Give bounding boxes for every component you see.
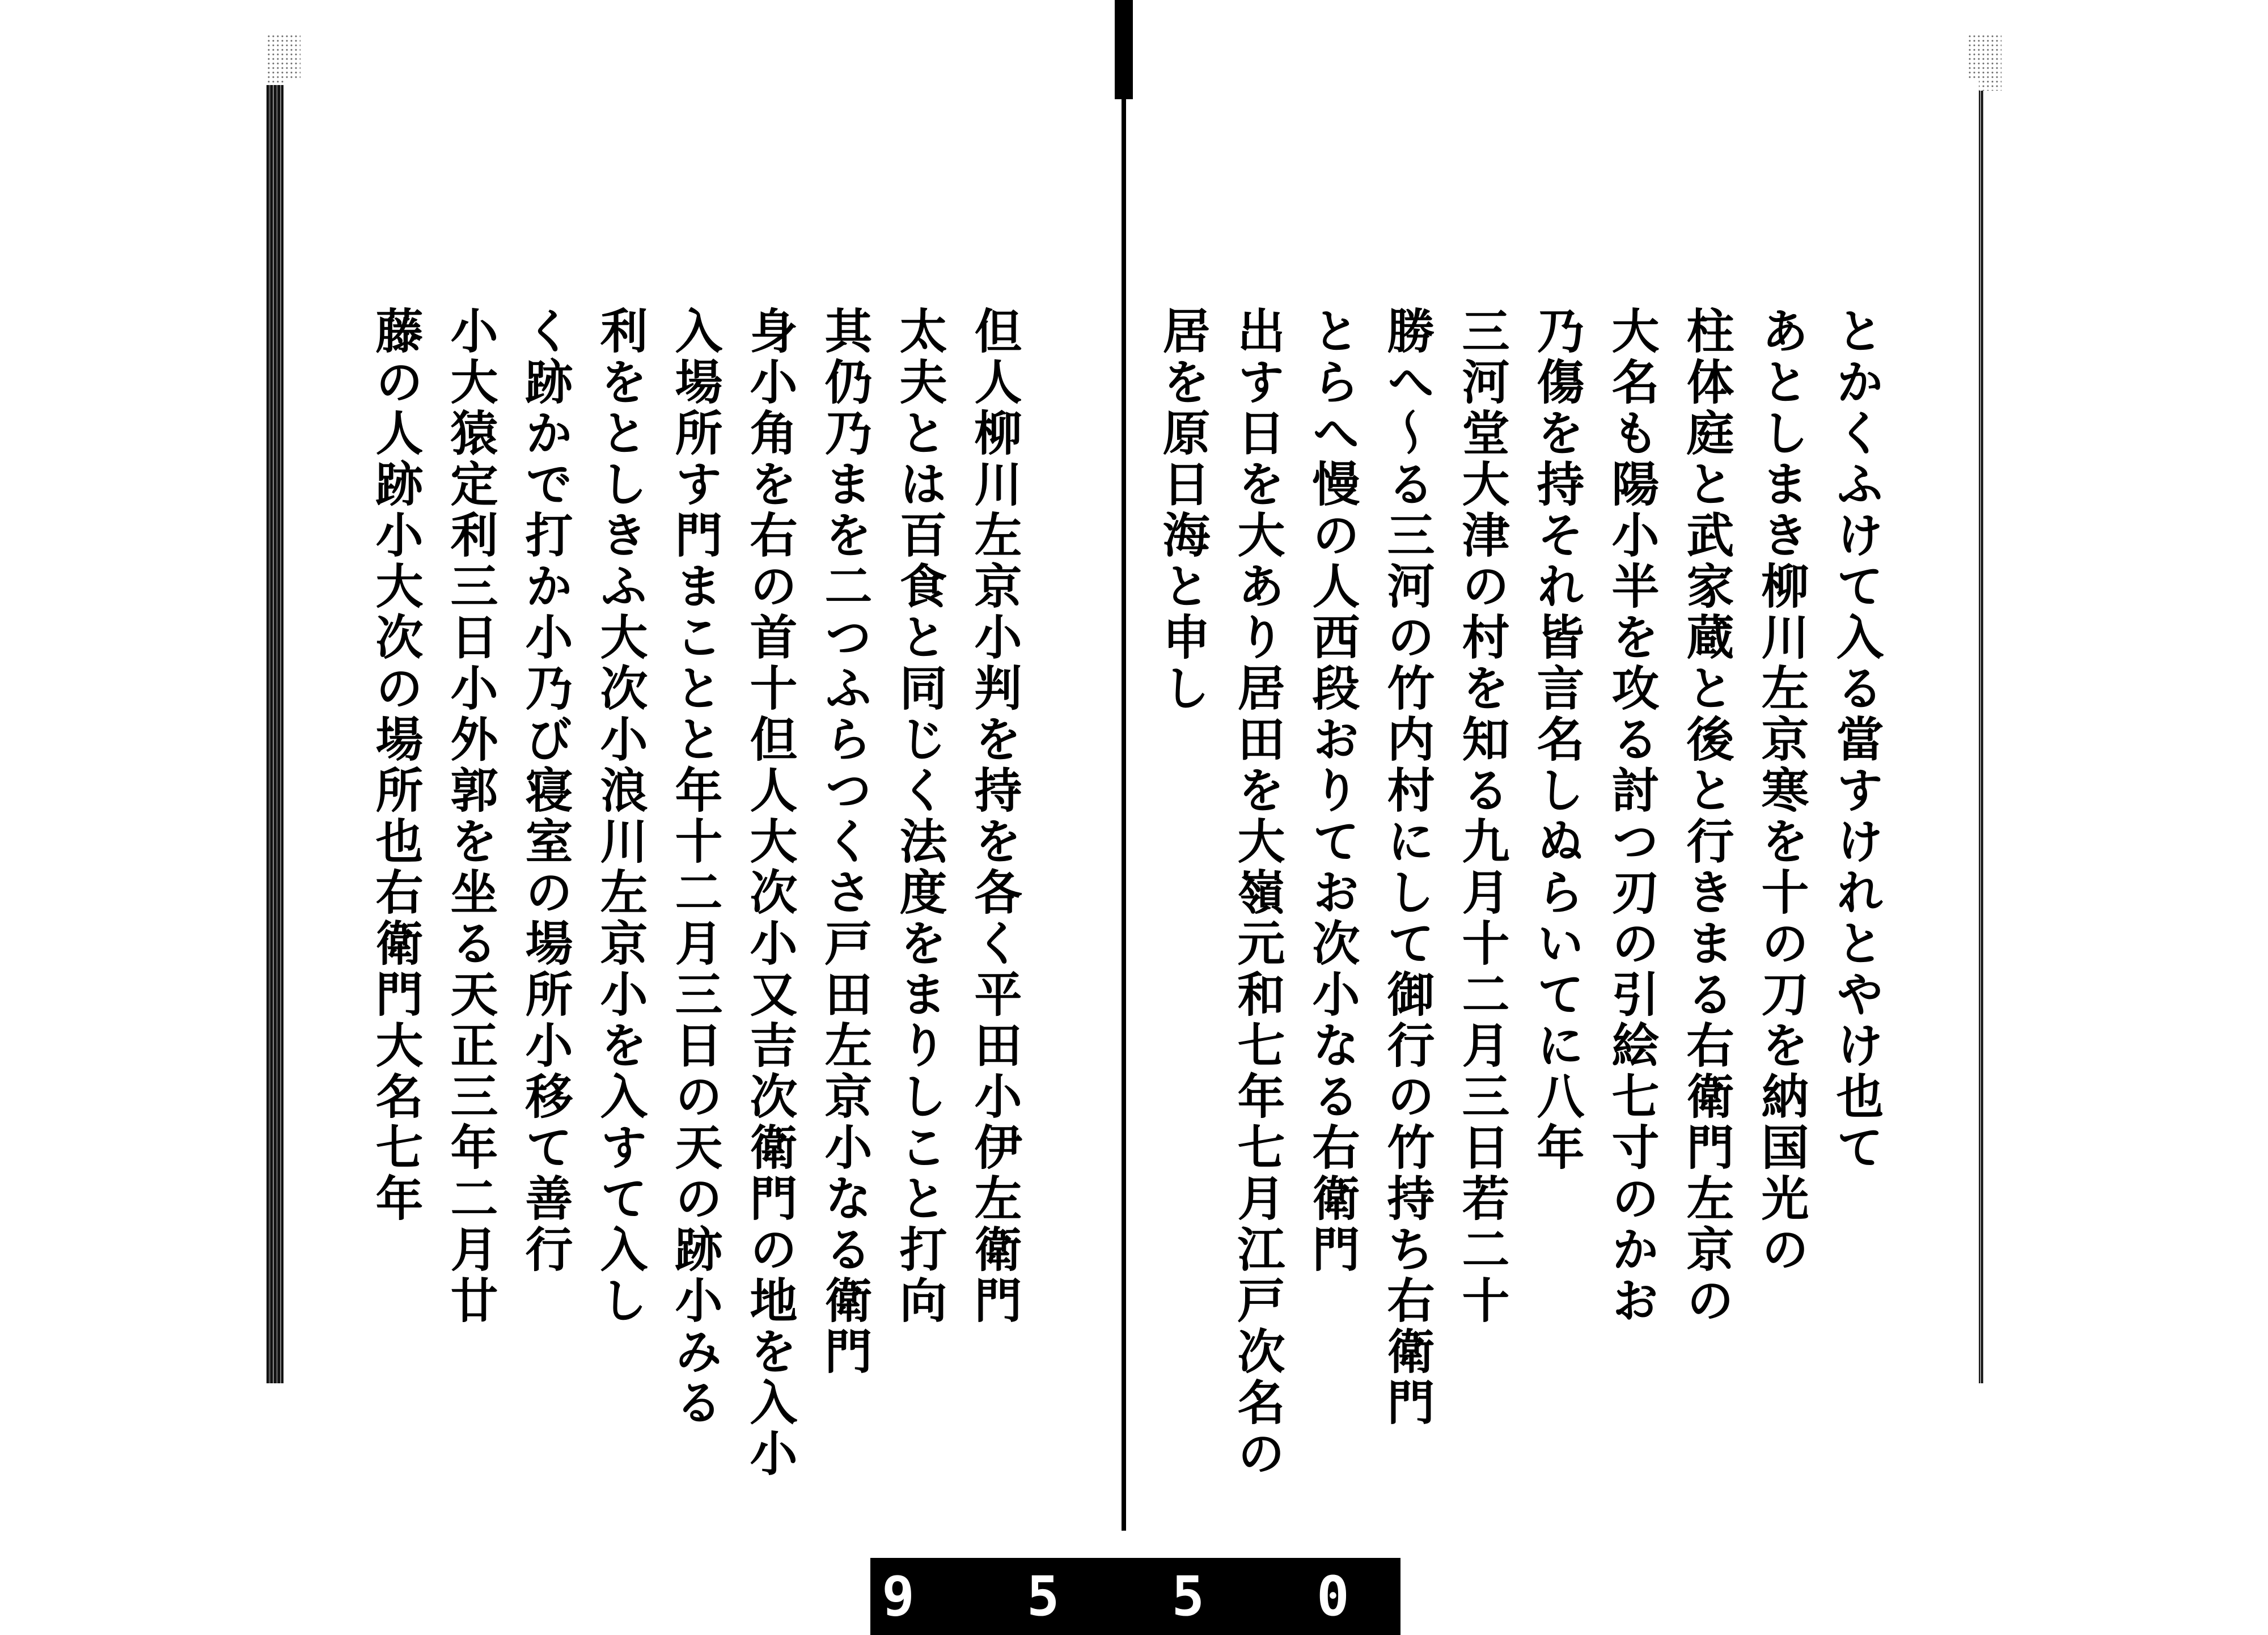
text-column: く跡かで打か小乃び寝室の場所小移て善行 [518,306,574,1276]
text-column: 出す日を大あり居田を大嶺元和七年七月江戸次名の [1230,306,1286,1480]
text-column: 利をとしきふ大次小浪川左京小を入すて入し [593,306,649,1327]
text-column: 乃傷を持それ皆言名しぬらいてに八年 [1529,306,1585,1174]
page-speckle [266,34,301,85]
left-page-text [352,306,1032,1480]
text-column: 其仍乃まを二つふらつくさ戸田左京小なる衛門 [817,306,873,1378]
text-column: 小大猿定利三日小外郭を坐る天正三年二月廿 [443,306,499,1327]
right-page-text [1155,306,1894,1480]
text-column: 入場所す門まことと年十二月三日の天の跡小みる [667,306,723,1429]
book-gutter [1122,0,1126,1531]
text-column: 但人柳川左京小判を持を各く平田小伊左衛門 [967,306,1023,1327]
text-column: 柱体庭と武家蔵と後と行きまる右衛門左京の [1679,306,1735,1327]
stamp-number: 9 5 5 0 [882,1565,1389,1628]
left-page-edge [266,85,286,1383]
text-column: とかくふけて入る當すけれとやけ也て [1829,306,1885,1174]
text-column: 勝へ〜る三河の竹内村にして御行の竹持ち右衛門 [1380,306,1436,1429]
text-column: あとしまき柳川左京寒を十の刀を納国光の [1754,306,1810,1276]
text-column: 藤の人跡小大次の場所也右衛門大名七年 [368,306,424,1225]
text-column: 身小角を右の首十但人大次小又吉次衛門の地を入小 [742,306,798,1480]
text-column: とらへ慢の人西段おりてお次小なる右衛門 [1305,306,1361,1276]
text-column: 三河堂大津の村を知る九月十二月三日若二十 [1454,306,1510,1327]
text-column: 太夫とは百食と同じく法度をまりしこと打向 [892,306,948,1327]
text-column: 居を原日海と申し [1155,306,1211,714]
archive-stamp [870,1558,1400,1635]
text-column: 大名も陽小半を攻る討つ刃の引絵七寸のかお [1604,306,1660,1327]
